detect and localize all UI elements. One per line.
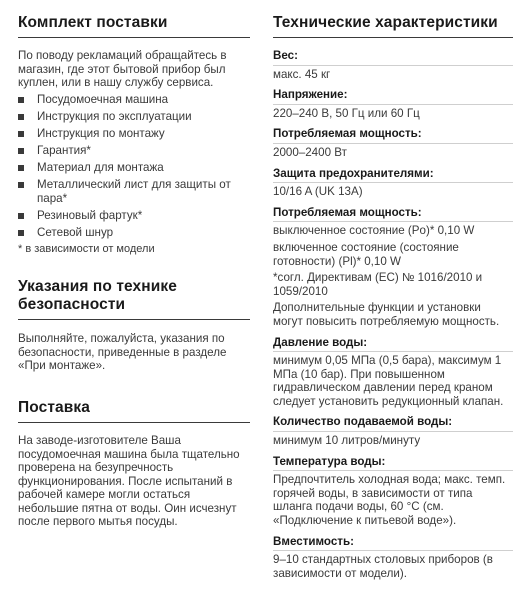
spec-label: Потребляемая мощность: (273, 205, 422, 219)
kit-item-label: Сетевой шнур (37, 226, 114, 240)
kit-item (18, 161, 250, 175)
kit-item-label: Резиновый фартук* (37, 208, 143, 222)
spec-value: макс. 45 кг (273, 67, 331, 81)
square-bullet-icon (18, 165, 24, 171)
square-bullet-icon (18, 97, 24, 103)
kit-title-rule (18, 37, 250, 38)
kit-items-list (18, 93, 250, 240)
spec-value: выключенное состояние (Po)* 0,10 W (273, 224, 475, 238)
delivery-title: Поставка (18, 398, 90, 416)
safety-title: Указания по технике безопасности (18, 278, 177, 314)
spec-divider (273, 221, 513, 222)
spec-group (273, 206, 513, 329)
spec-divider (273, 351, 513, 352)
safety-title-rule (18, 319, 250, 320)
spec-group (273, 455, 513, 528)
spec-label: Вместимость: (273, 534, 354, 548)
spec-label: Потребляемая мощность: (273, 127, 422, 141)
spec-divider (273, 104, 513, 105)
kit-item (18, 127, 250, 141)
spec-divider (273, 550, 513, 551)
spec-list (273, 49, 513, 580)
spec-divider (273, 470, 513, 471)
spec-value: включенное состояние (состояние готовности) (Pl)* 0,10 W (273, 240, 459, 268)
spec-group (273, 415, 513, 447)
left-column (18, 0, 250, 529)
spec-group (273, 167, 513, 199)
spec-value: Предпочтитель холодная вода; макс. темп. горячей воды, в зависимости от типа шланга подачи воды, 60 °C (см. «Подключение к питьевой воде»). (273, 473, 506, 528)
spec-label: Давление воды: (273, 335, 368, 349)
kit-item-label: Металлический лист для защиты от пара* (37, 178, 231, 205)
square-bullet-icon (18, 230, 24, 236)
kit-item-label: Материал для монтажа (37, 161, 164, 175)
kit-item-label: Инструкция по эксплуатации (37, 109, 192, 123)
spec-value: 220–240 В, 50 Гц или 60 Гц (273, 106, 420, 120)
spec-value: 10/16 A (UK 13A) (273, 185, 363, 199)
kit-item-label: Инструкция по монтажу (37, 126, 165, 140)
spec-label: Количество подаваемой воды: (273, 415, 453, 429)
spec-label: Напряжение: (273, 88, 348, 102)
kit-item (18, 144, 250, 158)
square-bullet-icon (18, 182, 24, 188)
spec-value: 2000–2400 Вт (273, 145, 347, 159)
kit-item (18, 93, 250, 107)
right-column (273, 0, 513, 583)
spec-value: Дополнительные функции и установки могут повысить потребляемую мощность. (273, 301, 500, 328)
spec-divider (273, 182, 513, 183)
kit-item (18, 226, 250, 240)
spec-divider (273, 65, 513, 66)
spec-group (273, 336, 513, 409)
square-bullet-icon (18, 131, 24, 137)
kit-title: Комплект поставки (18, 14, 168, 31)
spec-value: *согл. Директивам (ЕС) № 1016/2010 и 1059/2010 (273, 271, 483, 298)
square-bullet-icon (18, 148, 24, 154)
spec-value: минимум 10 литров/минуту (273, 434, 421, 448)
spec-value: минимум 0,05 МПа (0,5 бара), максимум 1 МПа (10 бар). При повышенном гидравлическом давлении перед краном следует установить редукционный клапан. (273, 354, 504, 408)
spec-label: Вес: (273, 49, 298, 62)
kit-item-label: Посудомоечная машина (37, 92, 169, 106)
delivery-title-rule (18, 422, 250, 423)
spec-value: 9–10 стандартных столовых приборов (в зависимости от модели). (273, 553, 493, 580)
kit-item (18, 110, 250, 124)
spec-group (273, 88, 513, 120)
spec-divider (273, 143, 513, 144)
kit-item-label: Гарантия* (37, 144, 91, 158)
kit-item (18, 178, 250, 205)
spec-label: Защита предохранителями: (273, 166, 434, 180)
safety-text: Выполняйте, пожалуйста, указания по безопасности, приведенные в разделе «При монтаже». (18, 332, 227, 373)
spec-label: Температура воды: (273, 454, 386, 468)
kit-footnote: * в зависимости от модели (18, 243, 155, 256)
spec-group (273, 127, 513, 159)
spec-divider (273, 431, 513, 432)
kit-intro: По поводу рекламаций обращайтесь в магазин, где этот бытовой прибор был куплен, или в нашу службу сервиса. (18, 49, 227, 90)
specs-title-rule (273, 37, 513, 38)
delivery-text: На заводе-изготовителе Ваша посудомоечная машина была тщательно проверена на безупречность функционирования. После испытаний в рабочей камере могли остаться небольшие пятна от воды. Оин исчезнут после первого мытья посуды. (18, 433, 240, 529)
square-bullet-icon (18, 114, 24, 120)
kit-item (18, 209, 250, 223)
spec-group (273, 535, 513, 581)
square-bullet-icon (18, 213, 24, 219)
specs-title: Технические характеристики (273, 14, 498, 31)
spec-group (273, 49, 513, 81)
